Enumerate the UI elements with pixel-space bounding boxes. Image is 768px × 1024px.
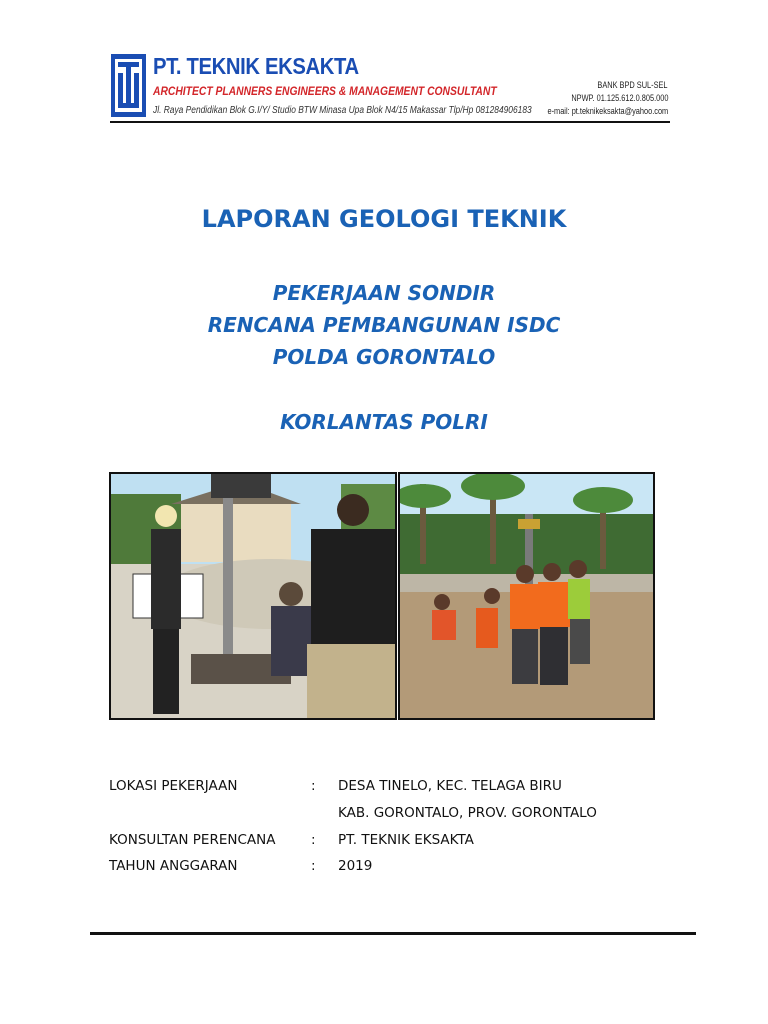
consultant-value: PT. TEKNIK EKSAKTA (338, 832, 474, 848)
location-colon: : (311, 778, 316, 794)
budget-year-value: 2019 (338, 858, 373, 874)
budget-year-colon: : (311, 858, 316, 874)
site-photo-right (398, 472, 655, 720)
company-name: PT. TEKNIK EKSAKTA (153, 53, 359, 79)
company-address: Jl. Raya Pendidikan Blok G.I/Y/ Studio BTW Minasa Upa Blok N4/15 Makassar Tlp/Hp 081284906183 (153, 105, 532, 116)
report-subtitle-plan: RENCANA PEMBANGUNAN ISDC (207, 313, 561, 337)
location-value-line-1: DESA TINELO, KEC. TELAGA BIRU (338, 778, 562, 794)
bank-info: BANK BPD SUL-SEL (597, 80, 668, 90)
site-photo-left-image (111, 474, 395, 718)
report-title: LAPORAN GEOLOGI TEKNIK (201, 205, 567, 233)
budget-year-label: TAHUN ANGGARAN (109, 858, 238, 874)
npwp-info: NPWP. 01.125.612.0.805.000 (570, 93, 668, 103)
header-divider (110, 121, 670, 123)
location-value-line-2: KAB. GORONTALO, PROV. GORONTALO (338, 805, 597, 821)
company-logo (110, 53, 147, 118)
consultant-colon: : (311, 832, 316, 848)
report-subtitle-polda: POLDA GORONTALO (272, 345, 496, 369)
site-photo-right-image (400, 474, 653, 718)
email-info: e-mail: pt.teknikeksakta@yahoo.com (547, 106, 668, 116)
company-tagline: ARCHITECT PLANNERS ENGINEERS & MANAGEMENT CONSULTANT (153, 84, 497, 98)
footer-divider (90, 932, 696, 935)
logo-monogram-icon (110, 53, 147, 118)
report-subtitle-korlantas: KORLANTAS POLRI (280, 410, 488, 434)
site-photo-left (109, 472, 397, 720)
consultant-label: KONSULTAN PERENCANA (109, 832, 276, 848)
location-label: LOKASI PEKERJAAN (109, 778, 238, 794)
report-subtitle-work: PEKERJAAN SONDIR (272, 281, 496, 305)
